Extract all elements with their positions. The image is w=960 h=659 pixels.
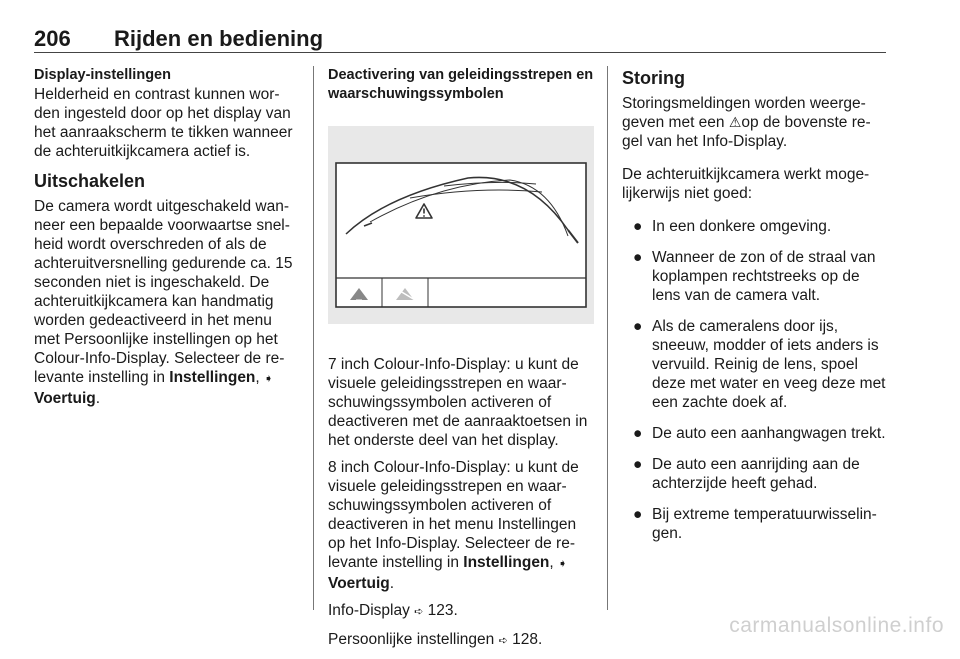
reference-page: 128. — [507, 631, 543, 648]
heading-switch-off: Uitschakelen — [34, 171, 146, 191]
bullet-icon: ● — [633, 506, 643, 523]
bullet-icon: ● — [633, 249, 643, 266]
list-item — [622, 505, 888, 543]
list-item-text: De auto een aanhangwagen trekt. — [652, 425, 886, 442]
page-reference-icon: ➪ — [498, 635, 508, 647]
reference-text: Info-Display — [328, 602, 415, 619]
menu-vehicle: Voertuig — [34, 390, 96, 407]
period: . — [389, 575, 395, 592]
reference-personal-settings[interactable] — [328, 630, 594, 651]
reference-page: 123. — [423, 602, 458, 619]
list-item — [622, 317, 888, 412]
paragraph-fault-messages — [622, 94, 888, 151]
column-middle — [328, 66, 594, 659]
list-item-text: Wanneer de zon of de straal van koplampen rechtstreeks op de lens van de camera valt. — [652, 249, 876, 304]
paragraph-8inch — [328, 458, 594, 593]
bullet-icon: ● — [633, 456, 643, 473]
column-left — [34, 66, 300, 416]
separator: , — [549, 554, 559, 571]
list-item-text: Bij extreme temperatuurwisselin-gen. — [652, 506, 877, 542]
bullet-icon: ● — [633, 218, 643, 235]
heading-fault: Storing — [622, 68, 685, 88]
paragraph-7inch: 7 inch Colour-Info-Display: u kunt de visuele geleidingsstrepen en waar-schuwingssymbolen activeren of deactiveren met de aanraaktoetsen in het onderste deel van het display. — [328, 356, 588, 449]
list-item-text: Als de cameralens door ijs, sneeuw, modder of iets anders is vervuild. Reinig de lens, spoel deze met water en veeg deze met een zachte doek af. — [652, 318, 886, 411]
paragraph-text: op de bovenste re-gel van het Info-Display. — [622, 114, 871, 150]
list-item — [622, 455, 888, 493]
separator: , — [255, 369, 265, 386]
paragraph-brightness: Helderheid en contrast kunnen wor-den ingesteld door op het display van het aanraakscherm te tikken wanneer de achteruitkijkcamera actief is. — [34, 86, 293, 160]
list-item-text: De auto een aanrijding aan de achterzijde heeft gehad. — [652, 456, 860, 492]
warning-triangle-icon: ⚠ — [728, 114, 742, 130]
menu-settings: Instellingen — [463, 554, 550, 571]
paragraph-text: 8 inch Colour-Info-Display: u kunt de visuele geleidingsstrepen en waar-schuwingssymbolen activeren of deactiveren in het menu Instellingen op het Info-Display. Selecteer de re-levante instelling in — [328, 459, 579, 571]
page-number: 206 — [34, 26, 71, 51]
paragraph-camera-conditions: De achteruitkijkcamera werkt moge-lijkerwijs niet goed: — [622, 166, 870, 202]
condition-list — [622, 217, 888, 543]
bullet-icon: ● — [633, 425, 643, 442]
column-divider — [607, 66, 608, 610]
paragraph-text: De camera wordt uitgeschakeld wan-neer een bepaalde voorwaartse snel-heid wordt overschreden of als de achteruitversnelling gedurende ca. 15 seconden niet is ingeschakeld. De achteruitkijkcamera kan handmatig worden gedeactiveerd in het menu met Persoonlijke instellingen op het Colour-Info-Display. Selecteer de re-levante instelling in — [34, 198, 293, 386]
heading-display-settings: Display-instellingen — [34, 67, 171, 83]
camera-display-figure — [328, 126, 594, 324]
menu-settings: Instellingen — [169, 369, 256, 386]
list-item — [622, 217, 888, 236]
bullet-icon: ● — [633, 318, 643, 335]
reference-info-display[interactable] — [328, 601, 594, 622]
column-right — [622, 66, 888, 555]
watermark: carmanualsonline.info — [729, 614, 944, 637]
list-item-text: In een donkere omgeving. — [652, 218, 832, 235]
page-reference-icon: ➪ — [414, 606, 424, 618]
arrow-right-icon: ➧ — [264, 373, 274, 385]
paragraph-text: Storingsmeldingen worden weerge-geven met een — [622, 95, 866, 131]
list-item — [622, 248, 888, 305]
column-divider — [313, 66, 314, 610]
heading-deactivation: Deactivering van geleidingsstrepen en waarschuwingssymbolen — [328, 67, 594, 102]
page-header — [34, 24, 886, 53]
reference-text: Persoonlijke instellingen — [328, 631, 499, 648]
arrow-right-icon: ➧ — [558, 558, 568, 570]
menu-vehicle: Voertuig — [328, 575, 390, 592]
paragraph-switch-off — [34, 197, 300, 408]
period: . — [95, 390, 101, 407]
list-item — [622, 424, 888, 443]
running-title: Rijden en bediening — [114, 26, 324, 51]
